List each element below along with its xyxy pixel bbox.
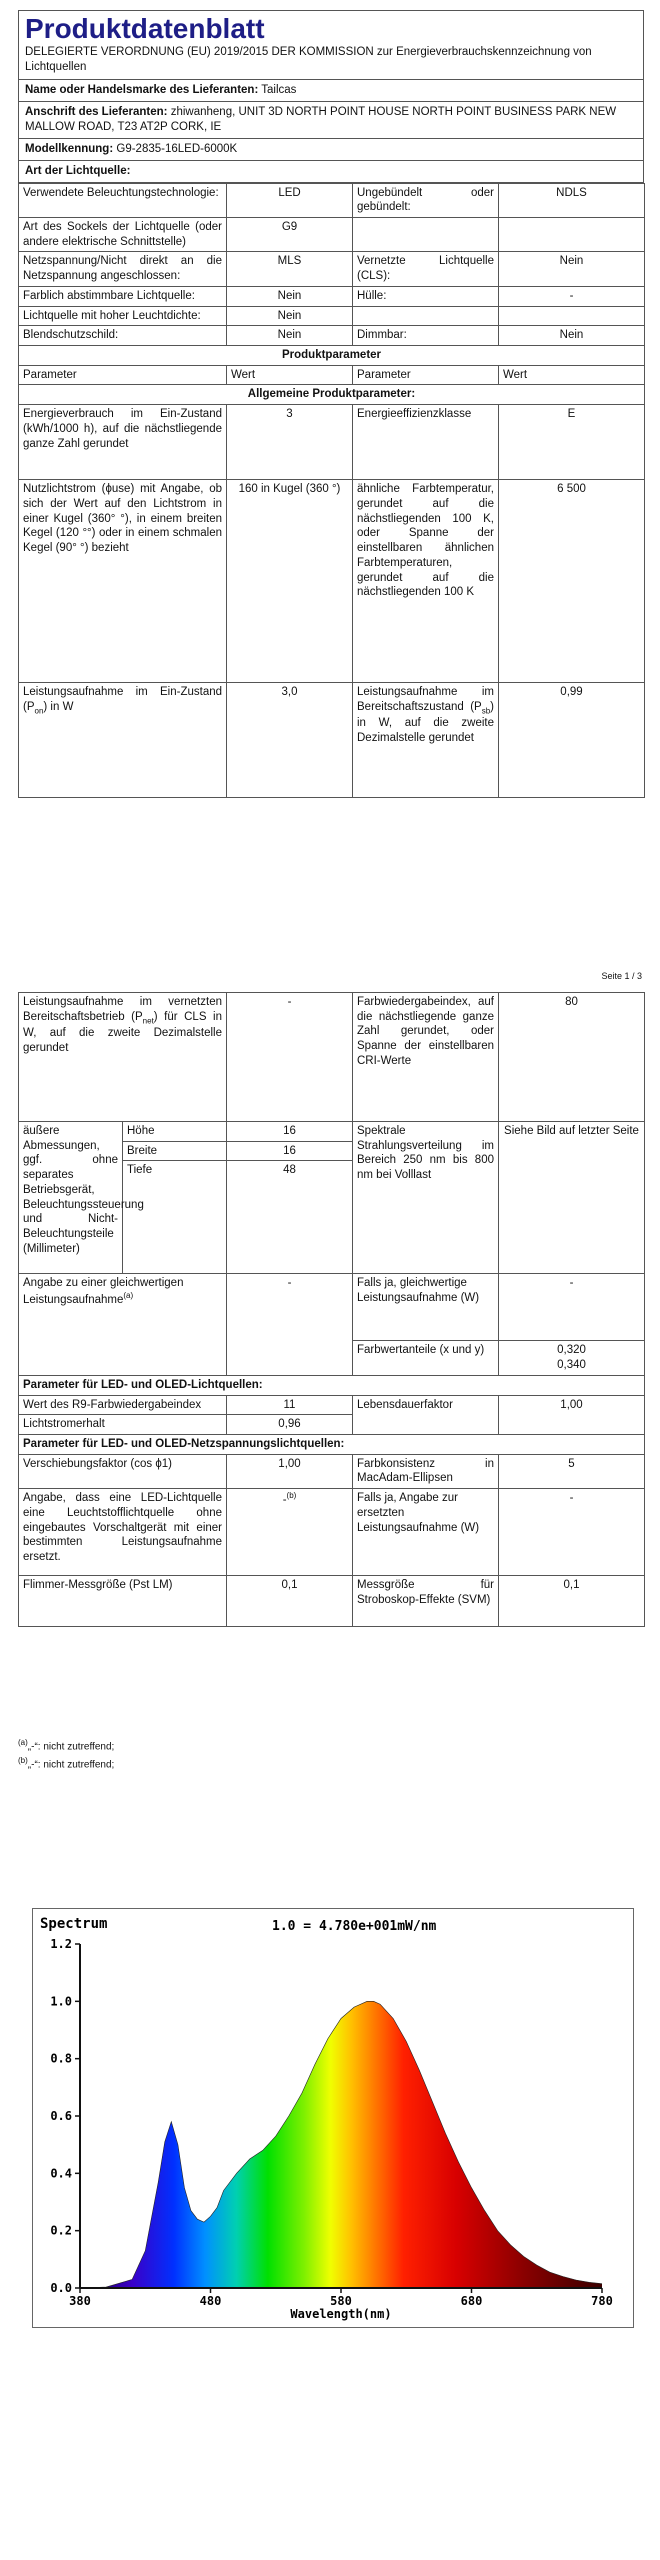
table-row (19, 1274, 645, 1341)
model-label: Modellkennung: (25, 142, 114, 155)
chart-title: Spectrum (40, 1916, 108, 1932)
col-header-param: Parameter (353, 365, 499, 385)
param-label: Lebensdauerfaktor (353, 1395, 499, 1434)
footnote-marker: (a) (18, 1738, 28, 1747)
page-number: Seite 1 / 3 (601, 971, 642, 981)
table-row (19, 218, 645, 252)
param-value: - (499, 1274, 645, 1341)
footnote-text: „-“: nicht zutreffend; (27, 1759, 115, 1771)
product-params-heading: Produktparameter (19, 346, 645, 366)
table-row (19, 1454, 645, 1488)
param-value: G9 (227, 218, 353, 252)
param-value (499, 1341, 645, 1375)
param-label: Wert des R9-Farbwiedergabeindex (19, 1395, 227, 1415)
mains-params-heading: Parameter für LED- und OLED-Netzspannungslichtquellen: (19, 1435, 645, 1455)
y-tick-label: 0.8 (50, 2051, 72, 2066)
section-heading-row (19, 346, 645, 366)
param-value: - (227, 993, 353, 1122)
subscript-on: on (34, 706, 44, 716)
table-row (19, 252, 645, 286)
x-axis-label: Wavelength(nm) (290, 2307, 392, 2321)
param-value: 0,1 (499, 1576, 645, 1627)
param-value: - (227, 1274, 353, 1375)
table-row (19, 183, 645, 217)
param-value: 3 (227, 405, 353, 480)
datasheet-page-1 (18, 10, 644, 798)
datasheet-page-2 (18, 992, 644, 1627)
param-value: NDLS (499, 183, 645, 217)
table-row (19, 1122, 645, 1142)
param-value: 5 (499, 1454, 645, 1488)
model-value: G9-2835-16LED-6000K (116, 142, 238, 155)
x-tick-label: 480 (199, 2294, 222, 2308)
param-label: Netzspannung/Nicht direkt an die Netzspannung angeschlossen: (19, 252, 227, 286)
supplier-brand-row (18, 80, 644, 102)
x-tick-label: 380 (69, 2294, 91, 2308)
section-heading-row (19, 385, 645, 405)
param-label: Spektrale Strahlungsverteilung im Bereich 250 nm bis 800 nm bei Volllast (353, 1122, 499, 1274)
param-value: 16 (227, 1141, 353, 1161)
param-value: 0,1 (227, 1576, 353, 1627)
table-row (19, 1489, 645, 1576)
y-tick-label: 0.6 (50, 2109, 72, 2123)
dim-label: Höhe (123, 1122, 227, 1142)
table-row (19, 683, 645, 798)
product-params-table-continued (18, 992, 645, 1627)
empty-cell (353, 218, 499, 252)
param-label: Flimmer-Messgröße (Pst LM) (19, 1576, 227, 1627)
param-label: Lichtstromerhalt (19, 1415, 227, 1435)
param-value: 0,96 (227, 1415, 353, 1435)
footnote-text: „-“: nicht zutreffend; (27, 1741, 115, 1753)
param-label-text: Leistungsaufnahme im Bereitschaftszustand (P (357, 686, 494, 713)
param-label: Falls ja, Angabe zur ersetzten Leistungsaufnahme (W) (353, 1489, 499, 1576)
param-value: 16 (227, 1122, 353, 1142)
footnotes (18, 1737, 114, 1774)
col-header-value: Wert (227, 365, 353, 385)
empty-cell (353, 306, 499, 326)
subscript-sb: sb (481, 706, 491, 716)
y-tick-label: 0.0 (50, 2281, 72, 2295)
param-label: ähnliche Farbtemperatur, gerundet auf die nächstliegenden 100 K, oder Spanne der einstellbaren ähnlichen Farbtemperaturen, gerundet auf die nächstliegenden 100 K (353, 480, 499, 683)
param-value: 0,99 (499, 683, 645, 798)
param-value: Siehe Bild auf letzter Seite (499, 1122, 645, 1274)
param-label: Farblich abstimmbare Lichtquelle: (19, 286, 227, 306)
param-label: Angabe, dass eine LED-Lichtquelle eine Leuchtstofflichtquelle ohne eingebautes Vorschaltgerät mit einer bestimmten Leistungsaufnahme ersetzt. (19, 1489, 227, 1576)
param-label: Verschiebungsfaktor (cos ϕ1) (19, 1454, 227, 1488)
model-row (18, 139, 644, 161)
param-value: E (499, 405, 645, 480)
param-label: äußere Abmessungen, ggf. ohne separates Betriebsgerät, Beleuchtungssteuerung und Nicht-Beleuchtungsteile (Millimeter) (19, 1122, 123, 1274)
col-header-value: Wert (499, 365, 645, 385)
x-tick-label: 780 (591, 2294, 613, 2308)
title-block (18, 10, 644, 80)
param-value: Nein (227, 326, 353, 346)
param-label: Hülle: (353, 286, 499, 306)
param-value: 1,00 (499, 1395, 645, 1434)
supplier-address-row (18, 102, 644, 139)
param-label: Farbwertanteile (x und y) (353, 1341, 499, 1375)
address-value: zhiwanheng, UNIT 3D NORTH POINT HOUSE NORTH POINT BUSINESS PARK NEW MALLOW ROAD, T23 AT2P CORK, IE (25, 105, 617, 133)
param-value: - (499, 286, 645, 306)
spectrum-chart (32, 1908, 634, 2328)
dim-label: Tiefe (123, 1161, 227, 1274)
param-label: Dimmbar: (353, 326, 499, 346)
address-label: Anschrift des Lieferanten: (25, 105, 168, 118)
param-value: 11 (227, 1395, 353, 1415)
table-row (19, 480, 645, 683)
param-label: Energieverbrauch im Ein-Zustand (kWh/1000 h), auf die nächstliegende ganze Zahl gerundet (19, 405, 227, 480)
page-title: Produktdatenblatt (25, 13, 265, 44)
param-value: Nein (227, 306, 353, 326)
param-label (19, 993, 227, 1122)
table-row (19, 286, 645, 306)
param-value: Nein (499, 252, 645, 286)
param-label (353, 683, 499, 798)
footnote-ref-b: (b) (286, 1491, 297, 1501)
param-label: Art des Sockels der Lichtquelle (oder andere elektrische Schnittstelle) (19, 218, 227, 252)
param-value: MLS (227, 252, 353, 286)
table-row (19, 326, 645, 346)
param-label-text: ) in W, auf die zweite Dezimalstelle gerundet (357, 700, 494, 745)
brand-value: Tailcas (261, 83, 297, 96)
param-label: Messgröße für Stroboskop-Effekte (SVM) (353, 1576, 499, 1627)
param-value: 160 in Kugel (360 °) (227, 480, 353, 683)
param-value: 48 (227, 1161, 353, 1274)
param-value: - (499, 1489, 645, 1576)
footnote-ref-a: (a) (123, 1291, 134, 1301)
regulation-subtitle: DELEGIERTE VERORDNUNG (EU) 2019/2015 DER KOMMISSION zur Energieverbrauchskennzeichnung von Lichtquellen (25, 46, 592, 73)
param-label (19, 683, 227, 798)
param-label: Farbkonsistenz in MacAdam-Ellipsen (353, 1454, 499, 1488)
light-source-type-table (18, 183, 645, 799)
column-header-row (19, 365, 645, 385)
param-label: Vernetzte Lichtquelle (CLS): (353, 252, 499, 286)
y-tick-label: 0.2 (50, 2223, 72, 2238)
param-value-text: - (282, 1494, 287, 1507)
x-tick-label: 580 (330, 2294, 352, 2308)
param-label-text: ) für CLS in W, auf die zweite Dezimalstelle gerundet (23, 1010, 222, 1054)
param-label: Nutzlichtstrom (ϕuse) mit Angabe, ob sich der Wert auf den Lichtstrom in einer Kugel (360° °), in einem breiten Kegel (120 °°) oder in einem schmalen Kegel (90° °) bezieht (19, 480, 227, 683)
footnote-a (18, 1737, 114, 1755)
param-value: Nein (499, 326, 645, 346)
param-label (19, 1274, 227, 1375)
col-header-param: Parameter (19, 365, 227, 385)
brand-label: Name oder Handelsmarke des Lieferanten: (25, 83, 259, 96)
param-label: Farbwiedergabeindex, auf die nächstliegende ganze Zahl gerundet, oder Spanne der einstellbaren CRI-Werte (353, 993, 499, 1122)
y-tick-label: 0.4 (50, 2166, 72, 2181)
param-label: Ungebündelt oder gebündelt: (353, 183, 499, 217)
led-params-heading: Parameter für LED- und OLED-Lichtquellen: (19, 1375, 645, 1395)
footnote-marker: (b) (18, 1756, 28, 1766)
table-row (19, 993, 645, 1122)
chroma-x-value: 0,320 (557, 1344, 586, 1357)
param-label-text: ) in W (43, 700, 74, 713)
param-value: 1,00 (227, 1454, 353, 1488)
param-label: Verwendete Beleuchtungstechnologie: (19, 183, 227, 217)
dim-label: Breite (123, 1141, 227, 1161)
x-tick-label: 680 (460, 2294, 483, 2308)
section-heading-row (19, 1435, 645, 1455)
param-label-text: Leistungsaufnahme im Ein-Zustand (P (23, 686, 222, 713)
section-heading-row (19, 1375, 645, 1395)
table-row (19, 405, 645, 480)
light-source-type-heading: Art der Lichtquelle: (18, 161, 644, 183)
param-value: Nein (227, 286, 353, 306)
param-value: 80 (499, 993, 645, 1122)
param-label: Blendschutzschild: (19, 326, 227, 346)
subscript-net: net (142, 1016, 154, 1026)
param-value (227, 1489, 353, 1576)
empty-cell (499, 218, 645, 252)
param-label-text: Angabe zu einer gleichwertigen Leistungsaufnahme (23, 1277, 184, 1306)
y-tick-label: 1.2 (50, 1937, 72, 1951)
param-value: 3,0 (227, 683, 353, 798)
empty-cell (499, 306, 645, 326)
footnote-b (18, 1755, 114, 1773)
general-params-heading: Allgemeine Produktparameter: (19, 385, 645, 405)
table-row (19, 306, 645, 326)
table-row (19, 1576, 645, 1627)
param-label: Falls ja, gleichwertige Leistungsaufnahme (W) (353, 1274, 499, 1341)
chroma-y-value: 0,340 (557, 1359, 586, 1372)
param-value: LED (227, 183, 353, 217)
table-row (19, 1395, 645, 1415)
chart-annotation: 1.0 = 4.780e+001mW/nm (272, 1919, 437, 1934)
param-label: Energieeffizienzklasse (353, 405, 499, 480)
param-label: Lichtquelle mit hoher Leuchtdichte: (19, 306, 227, 326)
param-label-text: Leistungsaufnahme im vernetzten Bereitschaftsbetrieb (P (23, 996, 222, 1023)
param-value: 6 500 (499, 480, 645, 683)
y-tick-label: 1.0 (50, 1994, 72, 2009)
